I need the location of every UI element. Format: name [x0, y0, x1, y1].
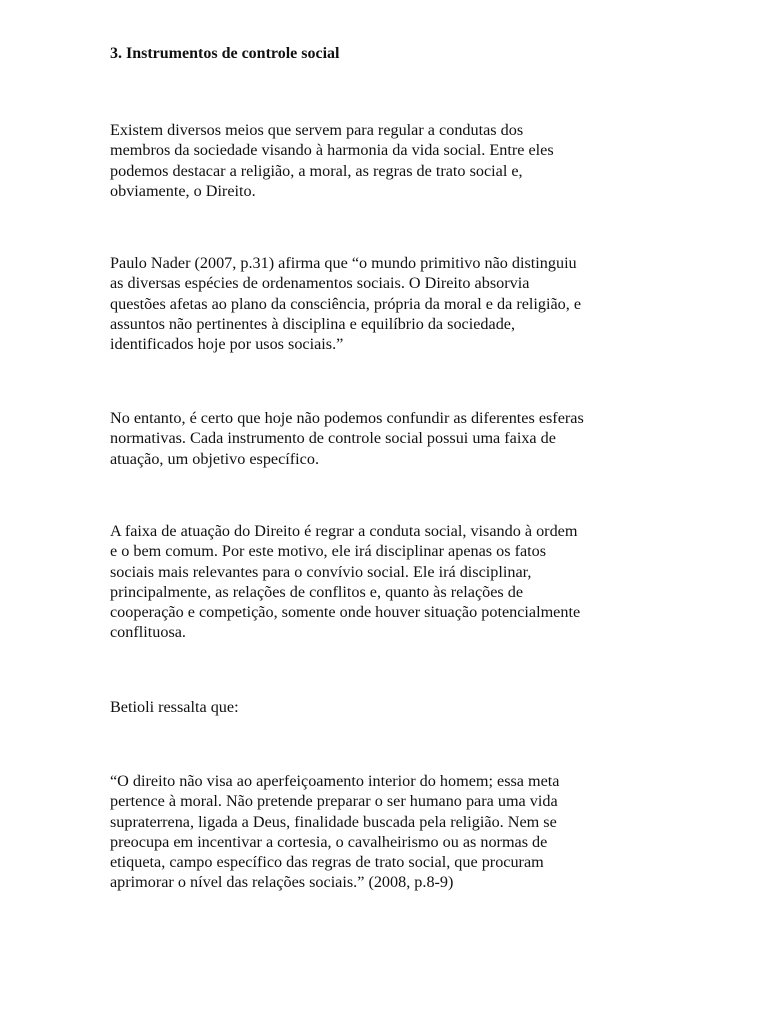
text-line: assuntos não pertinentes à disciplina e equilíbrio da sociedade,	[110, 314, 516, 333]
text-line: “O direito não visa ao aperfeiçoamento interior do homem; essa meta	[110, 772, 560, 790]
text-line: Betioli ressalta que:	[110, 698, 239, 716]
text-line: identificados hoje por usos sociais.”	[110, 335, 344, 354]
text-line: aprimorar o nível das relações sociais.” (2008, p.8-9)	[110, 873, 454, 892]
text-line: Paulo Nader (2007, p.31) afirma que “o mundo primitivo não distinguiu	[110, 254, 577, 272]
text-line: e o bem comum. Por este motivo, ele irá disciplinar apenas os fatos	[110, 542, 547, 561]
paragraph-betioli-intro	[110, 697, 670, 717]
text-line: normativas. Cada instrumento de controle social possui uma faixa de	[110, 429, 556, 448]
text-line: membros da sociedade visando à harmonia da vida social. Entre eles	[110, 141, 554, 160]
text-line: as diversas espécies de ordenamentos sociais. O Direito absorvia	[110, 274, 530, 293]
paragraph-normative-spheres	[110, 408, 670, 469]
text-line: sociais mais relevantes para o convívio social. Ele irá disciplinar,	[110, 562, 532, 581]
paragraph-nader-quote	[110, 253, 670, 354]
text-line: supraterrena, ligada a Deus, finalidade buscada pela religião. Nem se	[110, 812, 557, 831]
text-line: No entanto, é certo que hoje não podemos confundir as diferentes esferas	[110, 409, 584, 427]
text-line: preocupa em incentivar a cortesia, o cavalheirismo ou as normas de	[110, 832, 548, 851]
paragraph-law-scope	[110, 521, 670, 643]
section-heading: 3. Instrumentos de controle social	[110, 45, 340, 62]
paragraph-betioli-quote	[110, 771, 670, 893]
paragraph-intro	[110, 120, 670, 201]
text-line: podemos destacar a religião, a moral, as regras de trato social e,	[110, 161, 523, 180]
text-line: questões afetas ao plano da consciência, própria da moral e da religião, e	[110, 294, 582, 313]
text-line: atuação, um objetivo específico.	[110, 449, 320, 468]
text-line: cooperação e competição, somente onde houver situação potencialmente	[110, 603, 581, 622]
text-line: pertence à moral. Não pretende preparar o ser humano para uma vida	[110, 792, 558, 811]
text-line: obviamente, o Direito.	[110, 181, 256, 200]
text-line: A faixa de atuação do Direito é regrar a conduta social, visando à ordem	[110, 522, 578, 540]
text-line: etiqueta, campo específico das regras de trato social, que procuram	[110, 853, 544, 872]
text-line: conflituosa.	[110, 623, 186, 642]
text-line: principalmente, as relações de conflitos e, quanto às relações de	[110, 582, 524, 601]
text-line: Existem diversos meios que servem para regular a condutas dos	[110, 121, 524, 139]
